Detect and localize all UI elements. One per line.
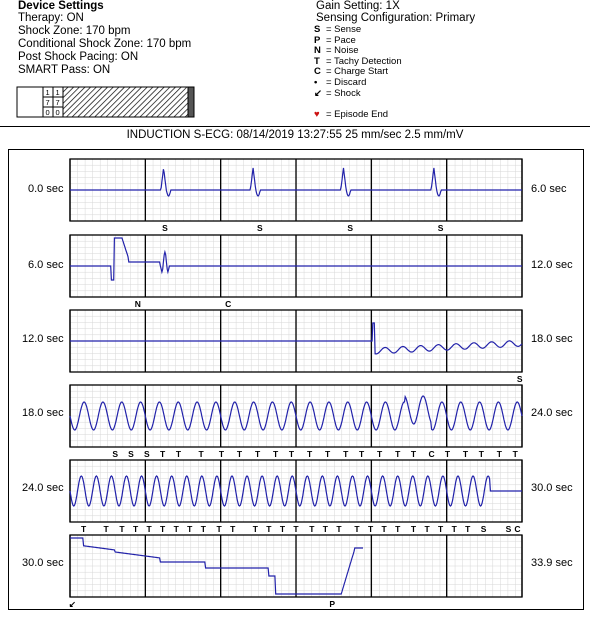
strip-start-time: 18.0 sec xyxy=(22,407,64,419)
recording-caption: INDUCTION S-ECG: 08/14/2019 13:27:55 25 mm/sec 2.5 mm/mV xyxy=(126,129,464,141)
shock-icon: ↙ xyxy=(314,87,322,99)
event-marker: S xyxy=(505,524,512,534)
event-marker: S xyxy=(144,449,150,459)
event-marker: T xyxy=(132,524,139,534)
event-marker: T xyxy=(216,524,222,534)
event-marker: T xyxy=(306,449,313,459)
legend-label: = Episode End xyxy=(326,108,389,120)
event-marker: T xyxy=(293,524,299,534)
event-marker: T xyxy=(236,449,243,459)
event-marker: T xyxy=(512,449,518,459)
event-marker: T xyxy=(288,449,295,459)
strip-start-time: 6.0 sec xyxy=(28,259,64,271)
event-marker: S xyxy=(128,449,134,459)
event-marker: S xyxy=(162,223,168,233)
event-marker: T xyxy=(343,449,349,459)
conditional-shock-zone-setting: Conditional Shock Zone: 170 bpm xyxy=(18,38,192,50)
event-marker: S xyxy=(516,374,523,384)
sensing-configuration: Sensing Configuration: Primary xyxy=(316,12,476,24)
event-marker: T xyxy=(160,449,166,459)
strip-start-time: 30.0 sec xyxy=(22,557,64,569)
event-marker: S xyxy=(480,524,487,534)
event-marker: T xyxy=(200,524,206,534)
event-marker: T xyxy=(187,524,193,534)
event-marker: T xyxy=(444,449,451,459)
legend-label: = Shock xyxy=(326,87,361,99)
legend-label: = Noise xyxy=(326,45,359,57)
event-marker: T xyxy=(160,524,166,534)
event-marker: T xyxy=(325,449,331,459)
gauge-digit: 1 xyxy=(55,88,60,97)
legend-label: = Charge Start xyxy=(326,66,389,78)
event-marker: S xyxy=(112,449,119,459)
event-marker: ↙ xyxy=(68,599,76,609)
gauge-digit: 0 xyxy=(55,108,60,117)
legend-label: = Sense xyxy=(326,24,362,35)
event-marker: C xyxy=(428,449,435,459)
event-marker: S xyxy=(437,223,444,233)
event-marker: T xyxy=(103,524,109,534)
smart-pass-setting: SMART Pass: ON xyxy=(18,64,111,76)
strip-end-time: 12.0 sec xyxy=(531,259,573,271)
event-marker: T xyxy=(279,524,286,534)
legend-symbol: T xyxy=(314,55,320,67)
strip-end-time: 18.0 sec xyxy=(531,333,573,345)
event-marker: T xyxy=(119,524,125,534)
event-marker: T xyxy=(273,449,279,459)
heart-icon: ♥ xyxy=(314,108,320,120)
legend-symbol: C xyxy=(314,66,321,78)
therapy-setting: Therapy: ON xyxy=(18,12,84,24)
event-marker: T xyxy=(80,524,87,534)
event-marker: T xyxy=(395,449,401,459)
strip-end-time: 6.0 sec xyxy=(531,183,567,195)
event-marker: C xyxy=(514,524,521,534)
event-marker: T xyxy=(465,524,471,534)
legend-symbol: S xyxy=(314,24,321,35)
strip-end-time: 30.0 sec xyxy=(531,482,573,494)
legend-label: = Pace xyxy=(326,34,356,46)
discard-icon: • xyxy=(314,77,318,88)
device-settings-title: Device Settings xyxy=(18,0,104,12)
post-shock-pacing-setting: Post Shock Pacing: ON xyxy=(18,51,139,63)
event-marker: T xyxy=(377,449,383,459)
strip-start-time: 12.0 sec xyxy=(22,333,64,345)
strip-start-time: 24.0 sec xyxy=(22,482,64,494)
event-marker: T xyxy=(451,524,457,534)
event-marker: T xyxy=(496,449,503,459)
event-marker: T xyxy=(381,524,387,534)
event-marker: T xyxy=(354,524,360,534)
event-marker: T xyxy=(358,449,365,459)
event-marker: T xyxy=(336,524,342,534)
event-marker: T xyxy=(322,524,328,534)
event-marker: T xyxy=(173,524,179,534)
event-marker: N xyxy=(134,299,141,309)
event-marker: T xyxy=(198,449,204,459)
event-marker: T xyxy=(424,524,430,534)
legend-label: = Tachy Detection xyxy=(326,55,402,67)
shock-zone-setting: Shock Zone: 170 bpm xyxy=(18,25,131,37)
strip-start-time: 0.0 sec xyxy=(28,183,64,195)
legend-label: = Discard xyxy=(326,77,367,88)
gauge-digit: 7 xyxy=(45,98,50,107)
gauge-digit: 7 xyxy=(55,98,60,107)
event-marker: T xyxy=(462,449,469,459)
gain-setting: Gain Setting: 1X xyxy=(316,0,400,12)
event-marker: T xyxy=(478,449,484,459)
event-marker: T xyxy=(309,524,315,534)
legend-symbol: N xyxy=(314,45,321,57)
event-marker: T xyxy=(410,449,417,459)
event-marker: T xyxy=(218,449,225,459)
event-marker: T xyxy=(266,524,272,534)
event-marker: T xyxy=(367,524,374,534)
event-marker: T xyxy=(252,524,258,534)
event-marker: T xyxy=(395,524,401,534)
event-marker: T xyxy=(175,449,182,459)
event-marker: C xyxy=(225,299,232,309)
strip-end-time: 24.0 sec xyxy=(531,407,573,419)
event-marker: S xyxy=(257,223,263,233)
event-marker: T xyxy=(254,449,261,459)
event-marker: P xyxy=(329,599,335,609)
gauge-digit: 1 xyxy=(45,88,50,97)
event-marker: T xyxy=(438,524,444,534)
strip-end-time: 33.9 sec xyxy=(531,557,573,569)
event-marker: T xyxy=(230,524,236,534)
event-marker: T xyxy=(410,524,417,534)
event-marker: T xyxy=(146,524,152,534)
legend-symbol: P xyxy=(314,34,321,46)
gauge-digit: 0 xyxy=(45,108,50,117)
event-marker: S xyxy=(347,223,354,233)
